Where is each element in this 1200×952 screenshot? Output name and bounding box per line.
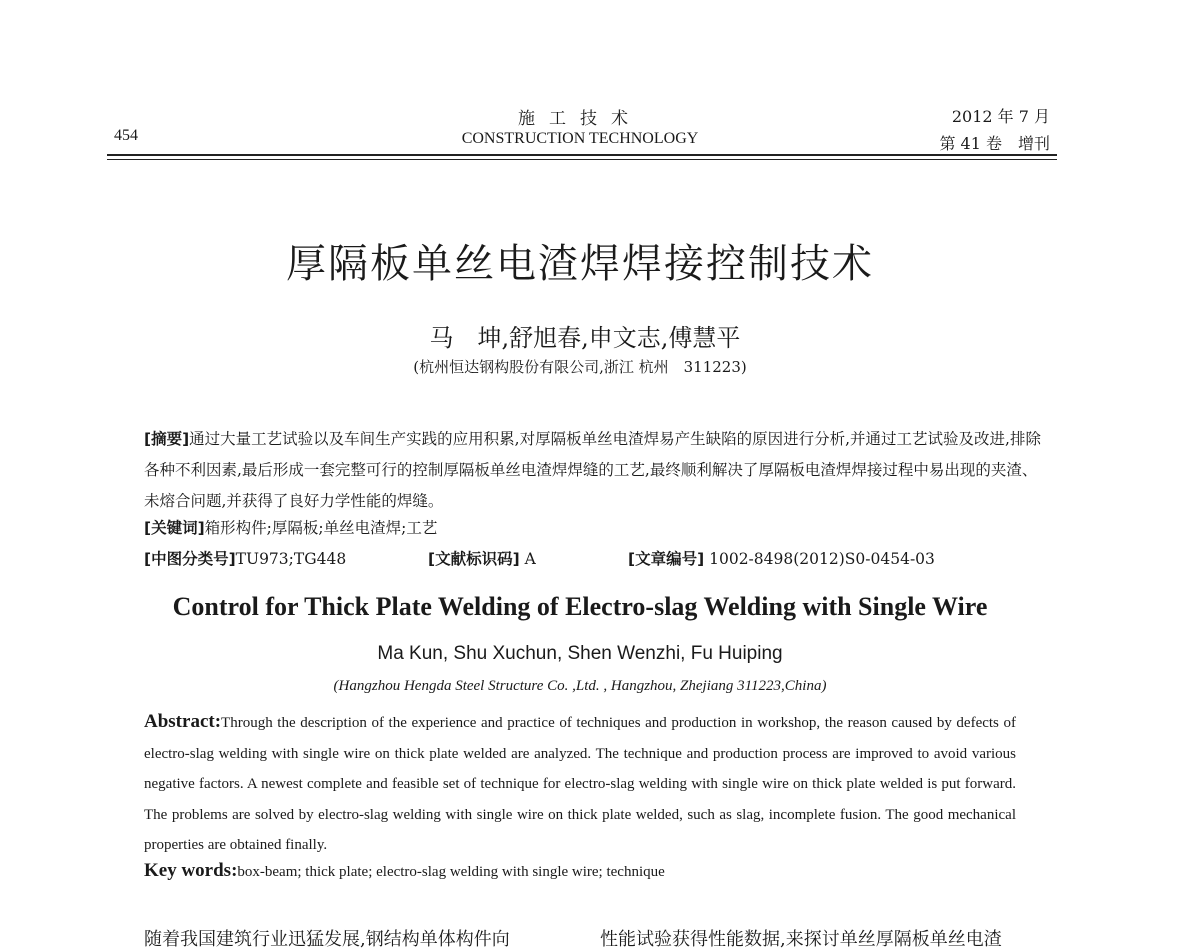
abstract-cn-text: 通过大量工艺试验以及车间生产实践的应用积累,对厚隔板单丝电渣焊易产生缺陷的原因进行分析,并通过工艺试验及改进,排除各种不利因素,最后形成一套完整可行的控制厚隔板单丝电渣焊焊缝的工艺,最终顺利解决了厚隔板电渣焊焊接过程中易出现的夹渣、未熔合问题,并获得了良好力学性能的焊缝。 — [144, 430, 1041, 510]
article-no-label: [文章编号] — [628, 550, 705, 568]
doc-code-entry — [428, 544, 536, 575]
clc-entry — [144, 544, 346, 575]
keywords-en-text: box-beam; thick plate; electro-slag welding with single wire; technique — [237, 864, 665, 880]
page-number: 454 — [114, 127, 138, 144]
body-column-right: 性能试验获得性能数据,来探讨单丝厚隔板单丝电渣 — [600, 929, 1002, 950]
keywords-cn-text: 箱形构件;厚隔板;单丝电渣焊;工艺 — [204, 519, 438, 537]
abstract-en — [144, 707, 1016, 861]
affiliation-en: (Hangzhou Hengda Steel Structure Co. ,Ltd. , Hangzhou, Zhejiang 311223,China) — [333, 678, 827, 694]
abstract-cn-label: [摘要] — [144, 430, 190, 448]
article-no-value: 1002-8498(2012)S0-0454-03 — [709, 550, 935, 568]
header-rule-thick — [107, 154, 1057, 156]
keywords-en — [144, 860, 1016, 882]
article-title-cn: 厚隔板单丝电渣焊焊接控制技术 — [286, 241, 874, 287]
abstract-cn — [144, 424, 1044, 517]
classification-row — [144, 544, 1044, 572]
keywords-cn-label: [关键词] — [144, 519, 205, 537]
doc-code-label: [文献标识码] — [428, 550, 520, 568]
article-no-entry — [628, 544, 935, 575]
journal-title-en: CONSTRUCTION TECHNOLOGY — [461, 130, 699, 147]
authors-en: Ma Kun, Shu Xuchun, Shen Wenzhi, Fu Huiping — [377, 643, 783, 664]
clc-label: [中图分类号] — [144, 550, 236, 568]
clc-value: TU973;TG448 — [235, 550, 347, 568]
article-title-en: Control for Thick Plate Welding of Electro-slag Welding with Single Wire — [172, 592, 988, 621]
keywords-en-label: Key words: — [144, 860, 238, 881]
issue-date: 2012 年 7 月 — [951, 107, 1050, 126]
abstract-en-label: Abstract: — [144, 711, 222, 732]
authors-cn: 马 坤,舒旭春,申文志,傅慧平 — [429, 324, 741, 352]
keywords-cn — [144, 513, 1044, 544]
body-column-left: 随着我国建筑行业迅猛发展,钢结构单体构件向 — [144, 929, 510, 950]
doc-code-value: A — [524, 550, 536, 568]
affiliation-cn: (杭州恒达钢构股份有限公司,浙江 杭州 311223) — [413, 358, 747, 376]
header-rule-thin — [107, 159, 1057, 160]
issue-volume: 第 41 卷 增刊 — [939, 134, 1050, 153]
journal-title-cn: 施工技术 — [518, 109, 642, 129]
abstract-en-text: Through the description of the experience and practice of techniques and production in workshop, the reason caused by defects of electro-slag welding with single wire on thick plate welded are analyzed. The technique and production process are improved to avoid various negative factors. A newest complete and feasible set of technique for electro-slag welding with single wire on thick plate welded is put forward. The problems are solved by electro-slag welding with single wire on thick plate welded, such as slag, incomplete fusion. The good mechanical properties are obtained finally. — [144, 715, 1016, 853]
